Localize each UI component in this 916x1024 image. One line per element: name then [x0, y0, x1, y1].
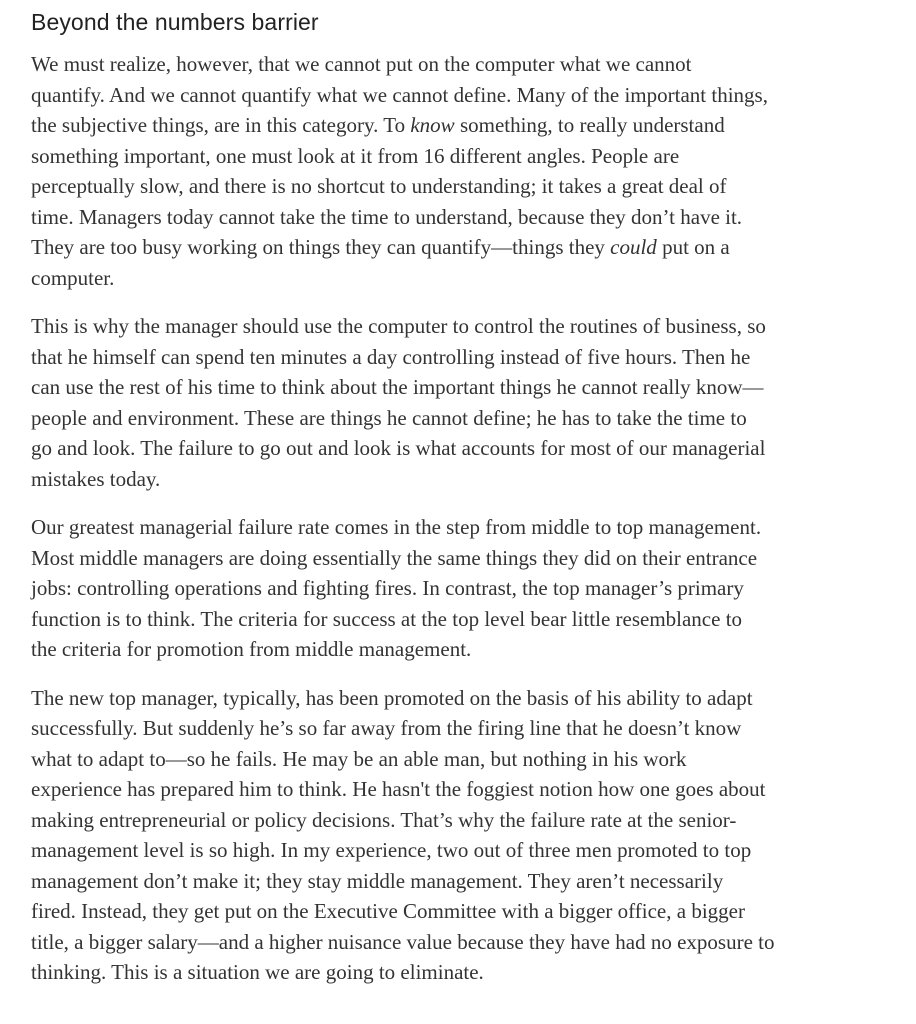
- emphasis-know: know: [410, 113, 455, 137]
- paragraph-1-text-a: We must realize, however, that we cannot put on the computer what we cannot quantify. And we cannot quantify what we cannot define. Many of the important things, the subjective things, are in this category. To: [31, 52, 768, 137]
- paragraph-2: This is why the manager should use the computer to control the routines of business, so that he himself can spend ten minutes a day controlling instead of five hours. Then he can use the rest of his time to think about the important things he cannot really know— people and environment. These are things he cannot define; he has to take the time to go and look. The failure to go out and look is what accounts for most of our managerial mistakes today.: [31, 314, 766, 491]
- article: [31, 0, 911, 988]
- section-heading: Beyond the numbers barrier: [31, 9, 319, 35]
- paragraph-1: [31, 49, 911, 293]
- paragraph-3: Our greatest managerial failure rate comes in the step from middle to top management. Most middle managers are doing essentially the same things they did on their entrance jobs: controlling operations and fighting fires. In contrast, the top manager’s primary function is to think. The criteria for success at the top level bear little resemblance to the criteria for promotion from middle management.: [31, 515, 762, 661]
- paragraph-4: The new top manager, typically, has been promoted on the basis of his ability to adapt successfully. But suddenly he’s so far away from the firing line that he doesn’t know what to adapt to—so he fails. He may be an able man, but nothing in his work experience has prepared him to think. He hasn't the foggiest notion how one goes about making entrepreneurial or policy decisions. That’s why the failure rate at the senior- management level is so high. In my experience, two out of three men promoted to top management don’t make it; they stay middle management. They aren’t necessarily fired. Instead, they get put on the Executive Committee with a bigger office, a bigger title, a bigger salary—and a higher nuisance value because they have had no exposure to thinking. This is a situation we are going to eliminate.: [31, 685, 775, 984]
- paragraph-1-text-c: put on a computer.: [31, 235, 730, 290]
- emphasis-could: could: [610, 235, 657, 259]
- paragraph-1-text-b: something, to really understand something important, one must look at it from 16 different angles. People are perceptually slow, and there is no shortcut to understanding; it takes a great deal of time. Managers today cannot take the time to understand, because they don’t have it. They are too busy working on things they can quantify—things they: [31, 113, 743, 259]
